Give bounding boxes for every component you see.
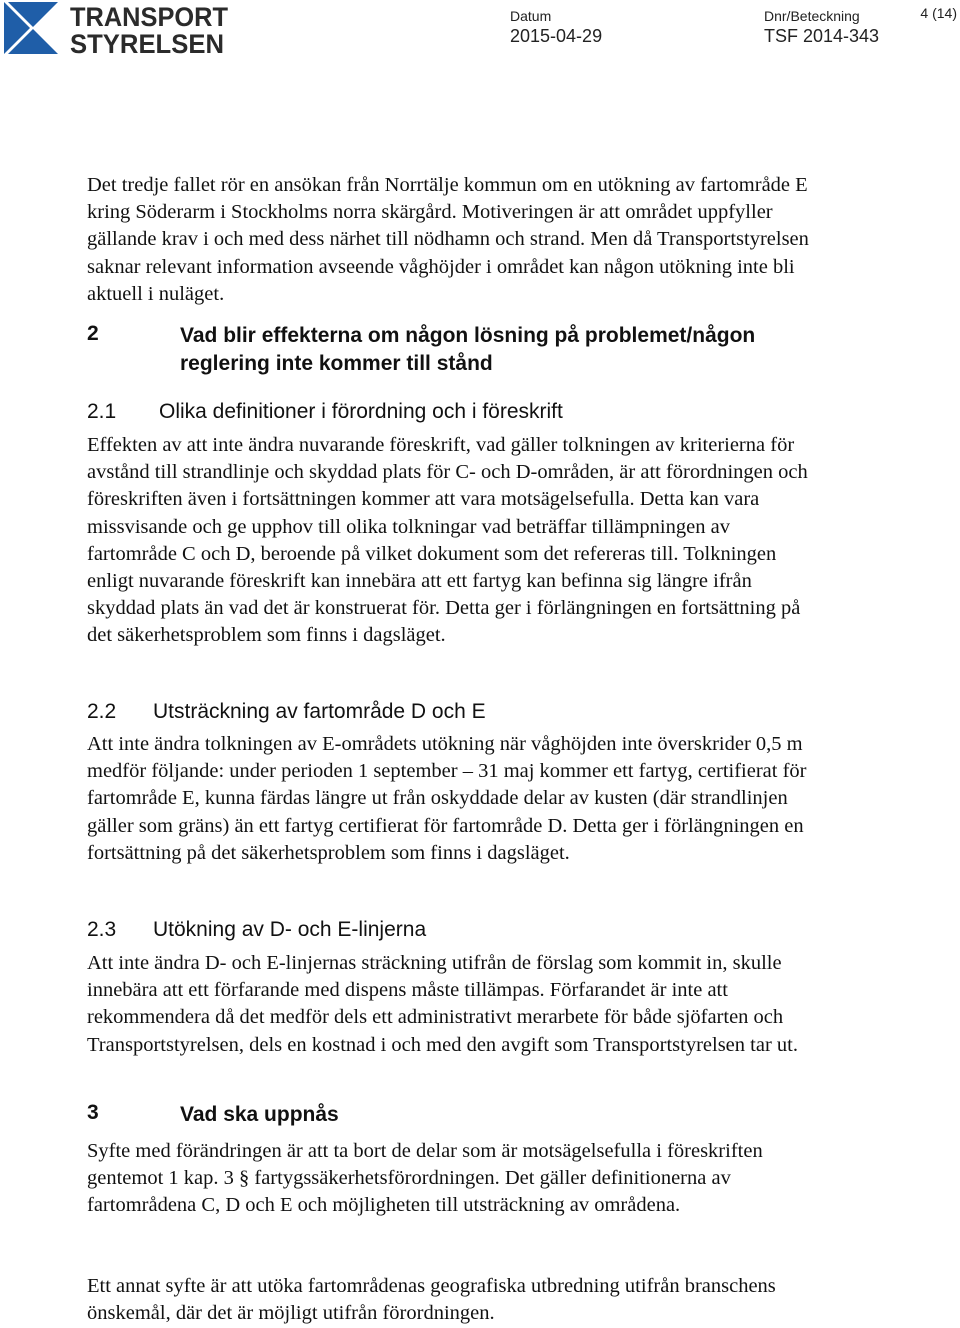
logo-line-2: STYRELSEN: [70, 29, 224, 56]
section-number: 3: [87, 1101, 99, 1124]
paragraph-2-2: Att inte ändra tolkningen av E-områdets utökning när våghöjden inte överskrider 0,5 m medför följande: under perioden 1 september – 31 maj kommer ett fartyg, certifierat för fartområde E, kunna färdas längre ut från oskyddade delar av kusten (där strandlinjen gäller som gräns) än ett fartyg certifierat för fartområde D. Detta ger i förlängningen en fortsättning på det säkerhetsproblem som finns i dagsläget.: [87, 733, 807, 864]
paragraph-3-a: Syfte med förändringen är att ta bort de delar som är motsägelsefulla i föreskriften gentemot 1 kap. 3 § fartygssäkerhetsförordningen. Det gäller definitionerna av fartområdena C, D och E och möjligheten till utsträckning av områdena.: [87, 1140, 763, 1217]
paragraph-3-b: Ett annat syfte är att utöka fartområdenas geografiska utbredning utifrån branschens önskemål, där det är möjligt utifrån förordningen.: [87, 1275, 776, 1325]
section-number: 2.3: [87, 918, 117, 941]
transport-styrelsen-logo: [4, 2, 234, 56]
logo-line-1: TRANSPORT: [70, 2, 229, 32]
section-title: Vad blir effekterna om någon lösning på problemet/någon reglering inte kommer till stånd: [180, 324, 756, 375]
section-title: Utökning av D- och E-linjerna: [153, 918, 427, 941]
paragraph-2-3: Att inte ändra D- och E-linjernas sträckning utifrån de förslag som kommit in, skulle innebära att ett förfarande med dispens måste tillämpas. Förfarandet är inte att rekommendera då det medför dels ett administrativt merarbete för både sjöfarten och Transportstyrelsen, dels en kostnad i och med den avgift som Transportstyrelsen tar ut.: [87, 952, 798, 1056]
date-value: 2015-04-29: [510, 26, 603, 46]
section-number: 2.2: [87, 700, 117, 723]
section-title: Olika definitioner i förordning och i föreskrift: [159, 400, 563, 423]
reference-value: TSF 2014-343: [764, 26, 880, 46]
paragraph-intro: Det tredje fallet rör en ansökan från Norrtälje kommun om en utökning av fartområde E kring Söderarm i Stockholms norra skärgård. Motiveringen är att området uppfyller gällande krav i och med dess närhet till nödhamn och strand. Men då Transportstyrelsen saknar relevant information avseende våghöjder i området kan någon utökning inte bli aktuell i nuläget.: [87, 174, 809, 305]
date-label: Datum: [510, 8, 552, 24]
logo-mark-icon: [4, 2, 234, 56]
section-number: 2: [87, 322, 99, 345]
page-number: 4 (14): [920, 5, 957, 21]
section-title: Utsträckning av fartområde D och E: [153, 700, 486, 723]
section-number: 2.1: [87, 400, 117, 423]
section-title: Vad ska uppnås: [180, 1103, 339, 1126]
paragraph-2-1: Effekten av att inte ändra nuvarande föreskrift, vad gäller tolkningen av kriterierna för avstånd till strandlinje och skyddad plats för C- och D-områden, är att förordningen och föreskriften även i fortsättningen kommer att vara motsägelsefulla. Detta kan vara missvisande och ge upphov till olika tolkningar vad beträffar tillämpningen av fartområde C och D, beroende på vilket dokument som det refereras till. Tolkningen enligt nuvarande föreskrift kan innebära att ett fartyg kan befinna sig längre ifrån skyddad plats än vad det är konstruerat för. Detta ger i förlängningen en fortsättning på det säkerhetsproblem som finns i dagsläget.: [87, 434, 808, 647]
reference-label: Dnr/Beteckning: [764, 8, 860, 24]
